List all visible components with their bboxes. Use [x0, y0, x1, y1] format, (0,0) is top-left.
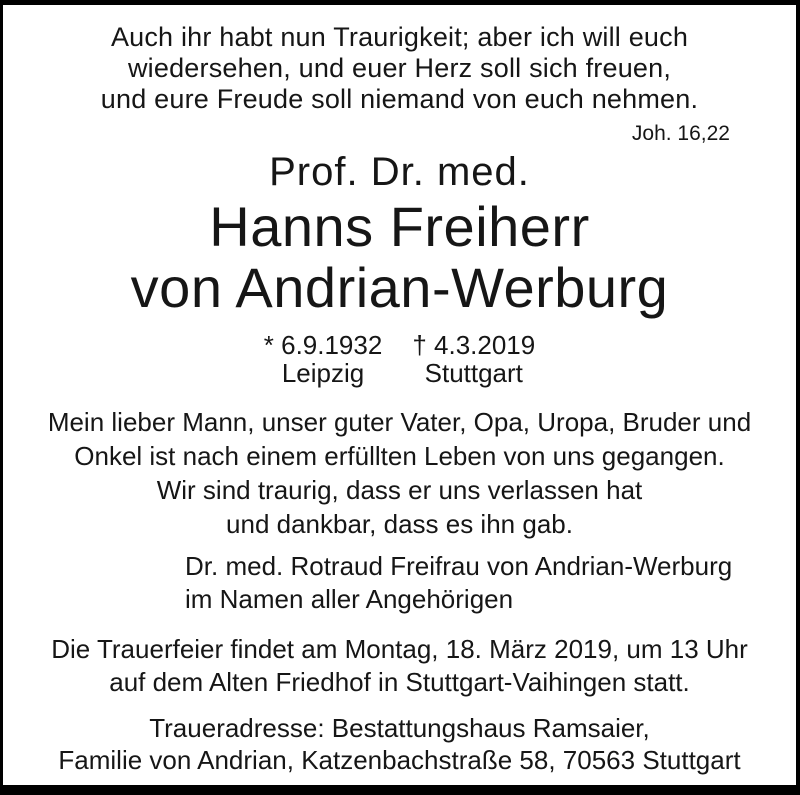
verse-line-1: Auch ihr habt nun Traurigkeit; aber ich will euch	[110, 22, 689, 52]
birth-column	[264, 331, 383, 387]
death-place: Stuttgart	[424, 358, 523, 388]
signature-block	[185, 550, 796, 616]
verse-line-3: und eure Freude soll niemand von euch nehmen.	[100, 84, 699, 114]
birth-date: * 6.9.1932	[263, 330, 383, 360]
death-date: † 4.3.2019	[412, 330, 536, 360]
signature-note: im Namen aller Angehörigen	[185, 584, 514, 614]
address-line-2: Familie von Andrian, Katzenbachstraße 58, 70563 Stuttgart	[58, 745, 741, 775]
address-line-1: Traueradresse: Bestattungshaus Ramsaier,	[149, 713, 650, 743]
deceased-name-line-1: Hanns Freiherr	[209, 195, 590, 258]
message-line-3: Wir sind traurig, dass er uns verlassen hat	[156, 475, 643, 505]
verse-line-2: wiedersehen, und euer Herz soll sich freuen,	[127, 53, 672, 83]
bible-verse	[3, 5, 796, 115]
deceased-name	[3, 196, 796, 318]
message-line-2: Onkel ist nach einem erfüllten Leben von uns gegangen.	[74, 441, 725, 471]
message-line-4: und dankbar, dass es ihn gab.	[226, 509, 573, 539]
life-dates	[3, 331, 796, 387]
funeral-line-1: Die Trauerfeier findet am Montag, 18. März 2019, um 13 Uhr	[51, 634, 748, 664]
message-line-1: Mein lieber Mann, unser guter Vater, Opa, Uropa, Bruder und	[47, 407, 752, 437]
verse-reference: Joh. 16,22	[631, 122, 730, 145]
family-message	[3, 405, 796, 541]
signature-name: Dr. med. Rotraud Freifrau von Andrian-Werburg	[185, 551, 733, 581]
funeral-info	[3, 633, 796, 699]
funeral-line-2: auf dem Alten Friedhof in Stuttgart-Vaihingen statt.	[109, 667, 690, 697]
academic-title: Prof. Dr. med.	[269, 150, 530, 194]
birth-place: Leipzig	[281, 358, 365, 388]
death-column	[412, 331, 535, 387]
deceased-name-line-2: von Andrian-Werburg	[130, 256, 669, 319]
mourning-address	[3, 712, 796, 776]
